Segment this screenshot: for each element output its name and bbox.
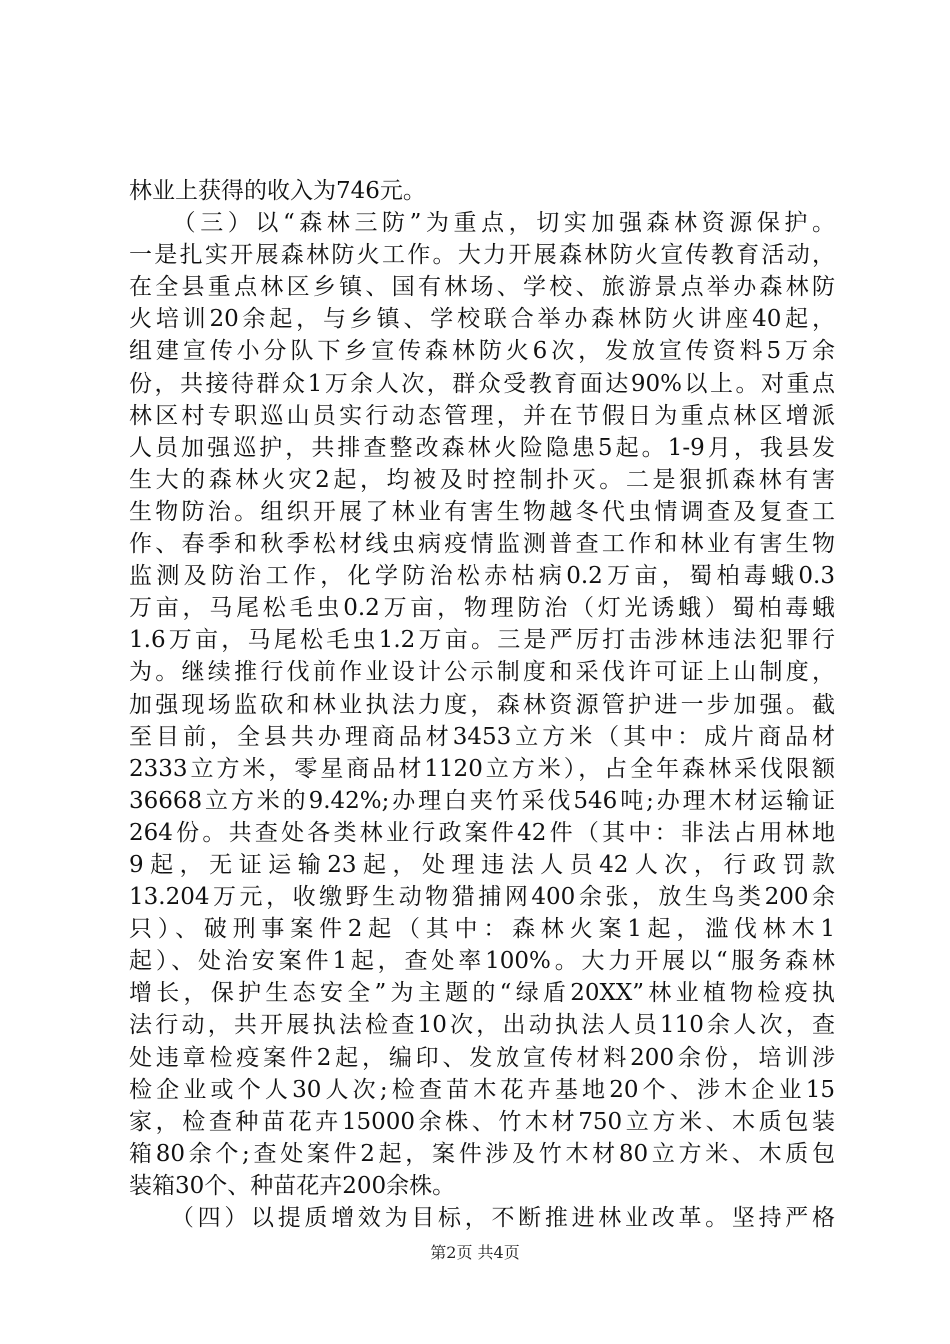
text-line: 处违章检疫案件2起，编印、发放宣传材料200余份，培训涉	[129, 1044, 835, 1071]
text-line: 林业上获得的收入为746元。	[129, 178, 426, 204]
text-line: 装箱30个、种苗花卉200余株。	[129, 1172, 456, 1199]
text-line: 为。继续推行伐前作业设计公示制度和采伐许可证上山制度，	[129, 659, 835, 686]
text-line: 9起，无证运输23起，处理违法人员42人次，行政罚款	[129, 851, 835, 878]
page-footer	[0, 1243, 950, 1263]
text-line: 1.6万亩，马尾松毛虫1.2万亩。三是严厉打击涉林违法犯罪行	[129, 627, 835, 654]
text-line: 13.204万元，收缴野生动物猎捕网400余张，放生鸟类200余	[129, 884, 835, 911]
text-line: 264份。共查处各类林业行政案件42件（其中：非法占用林地	[129, 819, 835, 846]
text-line: 一是扎实开展森林防火工作。大力开展森林防火宣传教育活动，	[129, 242, 835, 269]
text-line: 火培训20余起，与乡镇、学校联合举办森林防火讲座40起，	[129, 306, 835, 333]
text-line: 2333立方米，零星商品材1120立方米），占全年森林采伐限额	[129, 755, 835, 782]
text-line: 检企业或个人30人次;检查苗木花卉基地20个、涉木企业15	[129, 1076, 835, 1103]
body-text	[129, 175, 835, 1234]
text-line: 只）、破刑事案件2起（其中：森林火案1起，滥伐林木1	[129, 916, 835, 943]
text-line: 家，检查种苗花卉15000余株、竹木材750立方米、木质包装	[129, 1108, 835, 1135]
text-line: 万亩，马尾松毛虫0.2万亩，物理防治（灯光诱蛾）蜀柏毒蛾	[129, 595, 835, 622]
text-line: 加强现场监砍和林业执法力度，森林资源管护进一步加强。截	[129, 691, 835, 718]
text-line: 增长，保护生态安全”为主题的“绿盾20XX”林业植物检疫执	[129, 980, 835, 1007]
text-line: 监测及防治工作，化学防治松赤枯病0.2万亩，蜀柏毒蛾0.3	[129, 563, 835, 590]
text-line: 箱80余个;查处案件2起，案件涉及竹木材80立方米、木质包	[129, 1140, 835, 1167]
text-line: 在全县重点林区乡镇、国有林场、学校、旅游景点举办森林防	[129, 274, 835, 301]
text-line: 生大的森林火灾2起，均被及时控制扑灭。二是狠抓森林有害	[129, 466, 835, 493]
text-line: 份，共接待群众1万余人次，群众受教育面达90%以上。对重点	[129, 370, 835, 397]
text-line: 36668立方米的9.42%;办理白夹竹采伐546吨;办理木材运输证	[129, 787, 835, 814]
text-line: （三）以“森林三防”为重点，切实加强森林资源保护。	[129, 210, 835, 237]
page-number-label: 第2页 共4页	[430, 1243, 520, 1262]
text-line: （四）以提质增效为目标，不断推进林业改革。坚持严格	[129, 1205, 835, 1231]
text-line: 生物防治。组织开展了林业有害生物越冬代虫情调查及复查工	[129, 498, 835, 525]
text-line: 至目前，全县共办理商品材3453立方米（其中：成片商品材	[129, 723, 835, 750]
text-line: 人员加强巡护，共排查整改森林火险隐患5起。1-9月，我县发	[129, 434, 835, 461]
text-line: 法行动，共开展执法检查10次，出动执法人员110余人次，查	[129, 1012, 835, 1039]
text-line: 组建宣传小分队下乡宣传森林防火6次，发放宣传资料5万余	[129, 338, 835, 365]
text-line: 起）、处治安案件1起，查处率100%。大力开展以“服务森林	[129, 948, 835, 975]
text-line: 林区村专职巡山员实行动态管理，并在节假日为重点林区增派	[129, 402, 835, 429]
text-line: 作、春季和秋季松材线虫病疫情监测普查工作和林业有害生物	[129, 531, 835, 558]
